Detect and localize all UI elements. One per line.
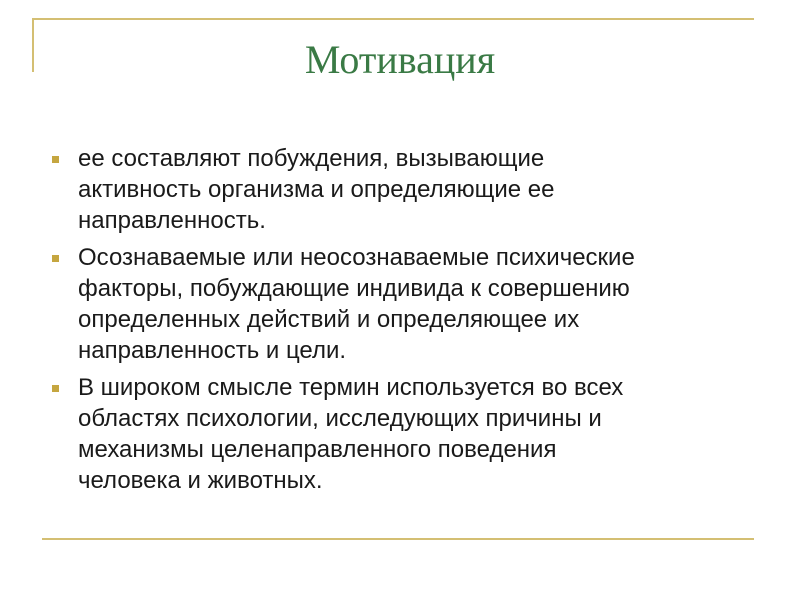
bullet-line: факторы, побуждающие индивида к совершению <box>78 275 630 302</box>
bullet-line: определенных действий и определяющее их <box>78 306 580 333</box>
bullet-item <box>52 143 752 236</box>
bullet-item <box>52 372 752 496</box>
bullet-text <box>78 143 752 236</box>
bullet-text <box>78 242 752 366</box>
bullet-line: В широком смысле термин используется во всех <box>78 374 624 401</box>
slide-title: Мотивация <box>304 37 496 82</box>
bullet-line: активность организма и определяющие ее <box>78 176 555 203</box>
square-bullet-icon <box>52 156 59 163</box>
bullet-line: механизмы целенаправленного поведения <box>78 436 557 463</box>
bullet-line: направленность. <box>78 207 266 234</box>
bullet-line: направленность и цели. <box>78 337 347 364</box>
square-bullet-icon <box>52 385 59 392</box>
square-bullet-icon <box>52 255 59 262</box>
bullet-line: ее составляют побуждения, вызывающие <box>78 145 545 172</box>
bullet-line: человека и животных. <box>78 467 323 494</box>
frame-bottom-rule <box>42 538 754 540</box>
frame-top-rule <box>32 18 754 20</box>
bullet-item <box>52 242 752 366</box>
bullet-text <box>78 372 752 496</box>
bullet-line: Осознаваемые или неосознаваемые психические <box>78 244 635 271</box>
bullet-list <box>52 143 752 502</box>
bullet-line: областях психологии, исследующих причины и <box>78 405 602 432</box>
